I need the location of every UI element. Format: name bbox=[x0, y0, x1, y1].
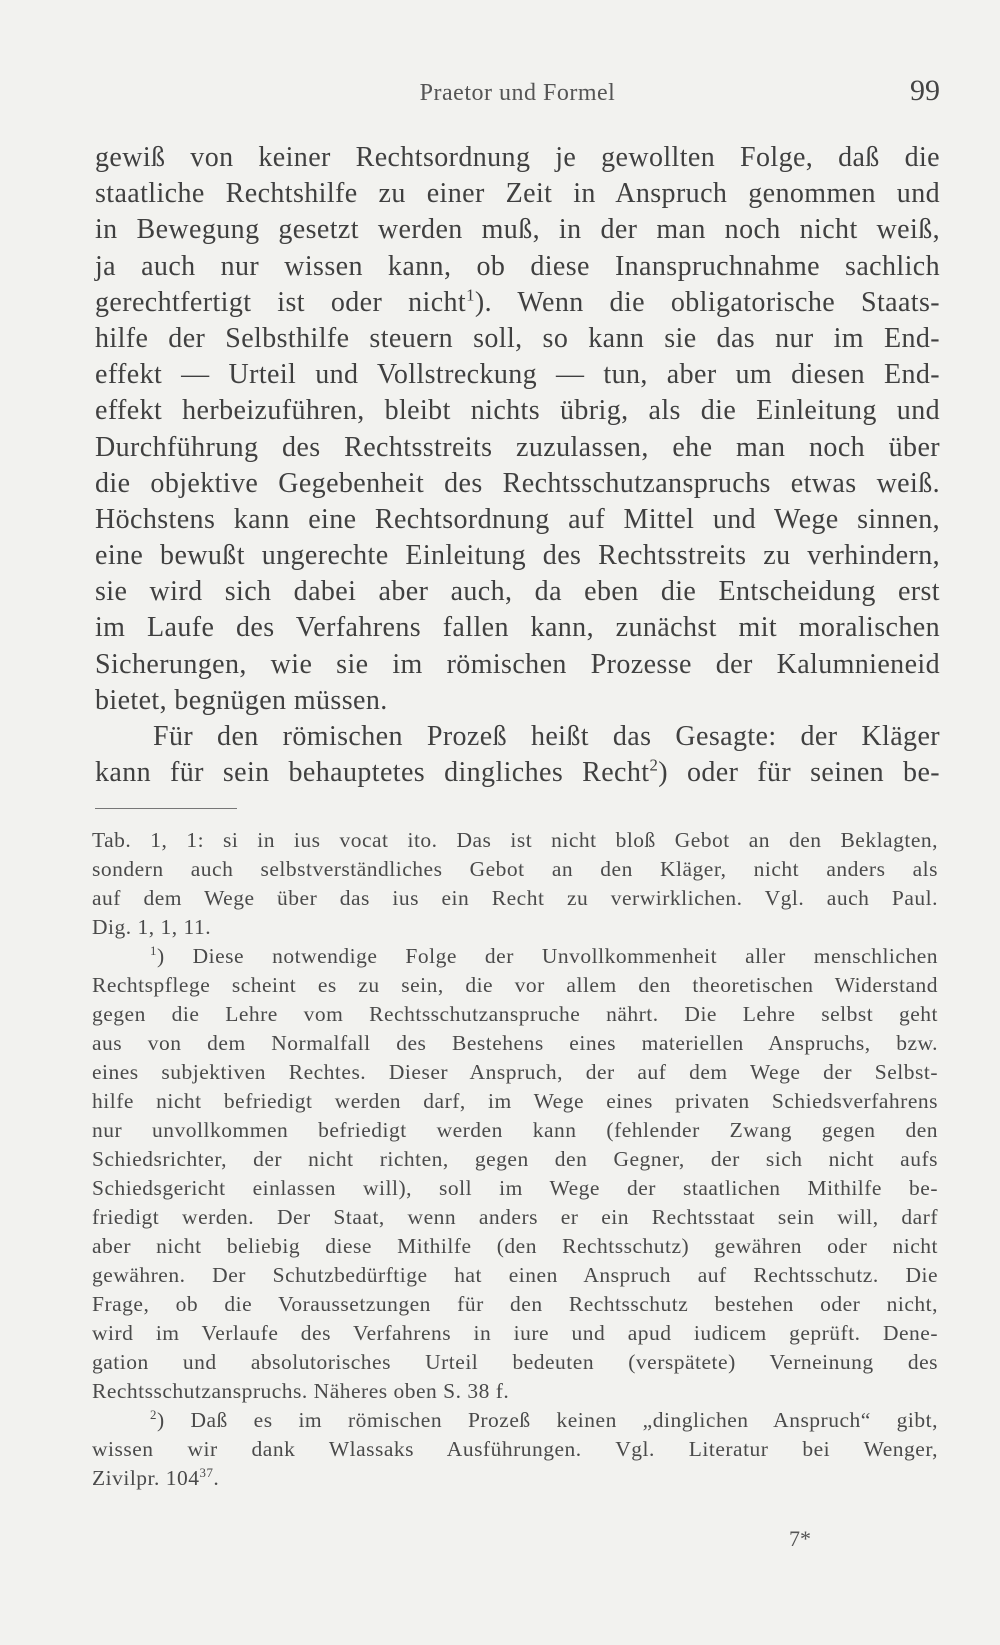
footnote-line: aber nicht beliebig diese Mithilfe (den Rechtsschutz) gewähren oder nicht bbox=[92, 1234, 938, 1258]
footnote-line: nur unvollkommen befriedigt werden kann (fehlender Zwang gegen den bbox=[92, 1118, 938, 1142]
text-line: Sicherungen, wie sie im römischen Prozesse der Kalumnieneid bbox=[95, 648, 940, 680]
text-fragment: Zivilpr. 104 bbox=[92, 1466, 200, 1490]
text-line: ja auch nur wissen kann, ob diese Inanspruchnahme sachlich bbox=[95, 250, 940, 282]
text-line: effekt — Urteil und Vollstreckung — tun, aber um diesen End- bbox=[95, 359, 940, 391]
footnote-line: auf dem Wege über das ius ein Recht zu verwirklichen. Vgl. auch Paul. bbox=[92, 886, 938, 910]
text-line: hilfe der Selbsthilfe steuern soll, so kann sie das nur im End- bbox=[95, 322, 940, 354]
footnote-line: Schiedsgericht einlassen will), soll im Wege der staatlichen Mithilfe be- bbox=[92, 1176, 938, 1200]
footnote-line: Frage, ob die Voraussetzungen für den Rechtsschutz bestehen oder nicht, bbox=[92, 1292, 938, 1316]
text-fragment: ) oder für seinen be- bbox=[658, 757, 940, 789]
footnote-line bbox=[92, 1406, 938, 1435]
text-fragment: ) Diese notwendige Folge der Unvollkommenheit aller menschlichen bbox=[156, 944, 938, 968]
page-number: 99 bbox=[910, 74, 940, 107]
footnote-mark-2: 2 bbox=[150, 1407, 157, 1422]
footnote-line: gation und absolutorisches Urteil bedeuten (verspätete) Verneinung des bbox=[92, 1350, 938, 1374]
footnote-mark-1: 1 bbox=[150, 943, 157, 958]
footnote-line: hilfe nicht befriedigt werden darf, im Wege eines privaten Schiedsverfahrens bbox=[92, 1089, 938, 1113]
text-line: Durchführung des Rechtsstreits zuzulassen, ehe man noch über bbox=[95, 431, 940, 463]
footnote-line bbox=[92, 1464, 938, 1493]
footnote-divider bbox=[95, 808, 237, 809]
text-fragment: gerechtfertigt ist oder nicht bbox=[95, 286, 467, 318]
text-line: bietet, begnügen müssen. bbox=[95, 684, 388, 716]
text-line: gewiß von keiner Rechtsordnung je gewollten Folge, daß die bbox=[95, 142, 940, 173]
text-fragment: kann für sein behauptetes dingliches Recht bbox=[95, 757, 650, 789]
footnote-line: Schiedsrichter, der nicht richten, gegen den Gegner, der sich nicht aufs bbox=[92, 1147, 938, 1171]
text-line: die objektive Gegebenheit des Rechtsschutzanspruchs etwas weiß. bbox=[95, 467, 940, 499]
footnote-line: Rechtsschutzanspruchs. Näheres oben S. 38 f. bbox=[92, 1379, 510, 1403]
text-line: sie wird sich dabei aber auch, da eben die Entscheidung erst bbox=[95, 576, 940, 608]
footnote-line: wird im Verlaufe des Verfahrens in iure und apud iudicem geprüft. Dene- bbox=[92, 1321, 938, 1345]
footnote-ref-1: 1 bbox=[466, 285, 475, 305]
footnote-line bbox=[92, 942, 938, 971]
page-header bbox=[95, 74, 940, 114]
running-title: Praetor und Formel bbox=[419, 80, 616, 106]
text-fragment: ). Wenn die obligatorische Staats- bbox=[474, 286, 940, 318]
footnote-line: wissen wir dank Wlassaks Ausführungen. Vgl. Literatur bei Wenger, bbox=[92, 1437, 938, 1461]
footnote-line: Dig. 1, 1, 11. bbox=[92, 915, 212, 939]
footnote-line: gewähren. Der Schutzbedürftige hat einen Anspruch auf Rechtsschutz. Die bbox=[92, 1263, 938, 1287]
footnote-ref-2: 2 bbox=[649, 755, 659, 775]
text-line bbox=[95, 285, 940, 321]
footnote-line: Rechtspflege scheint es zu sein, die vor allem den theoretischen Widerstand bbox=[92, 973, 938, 997]
text-line: Für den römischen Prozeß heißt das Gesagte: der Kläger bbox=[153, 721, 940, 752]
text-line: Höchstens kann eine Rechtsordnung auf Mittel und Wege sinnen, bbox=[95, 503, 940, 535]
footnote-line: aus von dem Normalfall des Bestehens eines materiellen Anspruchs, bzw. bbox=[92, 1031, 938, 1055]
printer-signature: 7* bbox=[789, 1526, 811, 1551]
text-fragment: . bbox=[213, 1466, 220, 1490]
text-line: effekt herbeizuführen, bleibt nichts übrig, als die Einleitung und bbox=[95, 395, 940, 427]
text-fragment: ) Daß es im römischen Prozeß keinen „dinglichen Anspruch“ gibt, bbox=[156, 1408, 938, 1432]
footnote-line: eines subjektiven Rechtes. Dieser Anspruch, der auf dem Wege der Selbst- bbox=[92, 1060, 938, 1084]
reference-superscript: 37 bbox=[199, 1465, 214, 1480]
footnote-line: gegen die Lehre vom Rechtsschutzanspruche nährt. Die Lehre selbst geht bbox=[92, 1002, 938, 1026]
text-line: eine bewußt ungerechte Einleitung des Rechtsstreits zu verhindern, bbox=[95, 540, 940, 572]
text-line: staatliche Rechtshilfe zu einer Zeit in Anspruch genommen und bbox=[95, 178, 940, 210]
text-line: im Laufe des Verfahrens fallen kann, zunächst mit moralischen bbox=[95, 612, 940, 644]
text-line: in Bewegung gesetzt werden muß, in der man noch nicht weiß, bbox=[95, 214, 940, 246]
main-text bbox=[95, 140, 940, 791]
footnote-line: sondern auch selbstverständliches Gebot an den Kläger, nicht anders als bbox=[92, 857, 938, 881]
text-line bbox=[95, 755, 940, 791]
footnote-line: Tab. 1, 1: si in ius vocat ito. Das ist nicht bloß Gebot an den Beklagten, bbox=[92, 828, 938, 852]
footnotes bbox=[92, 826, 938, 1493]
footnote-line: friedigt werden. Der Staat, wenn anders er ein Rechtsstaat sein will, darf bbox=[92, 1205, 938, 1229]
